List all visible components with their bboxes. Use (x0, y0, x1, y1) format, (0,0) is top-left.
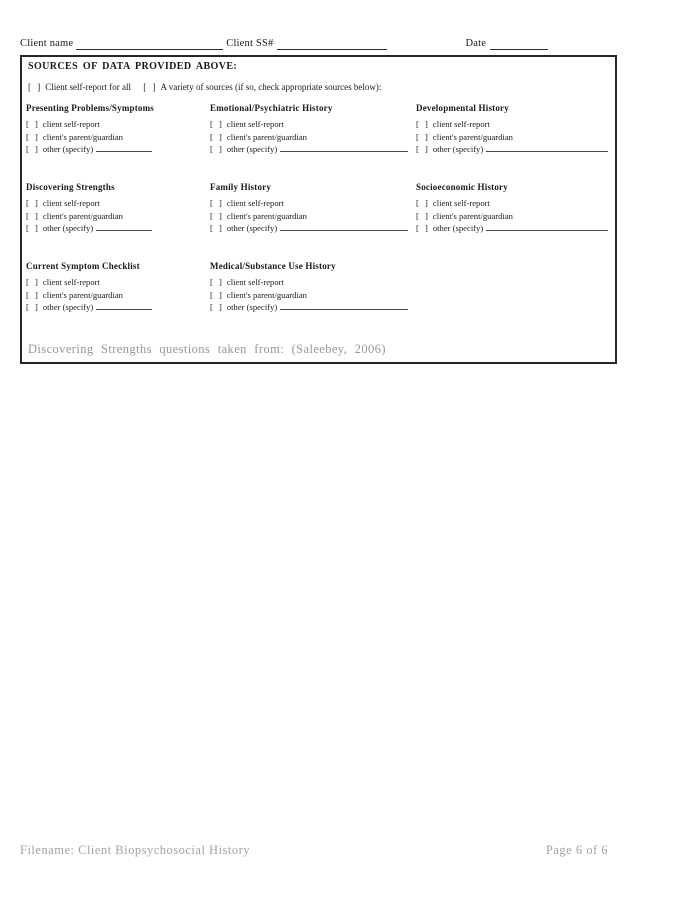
checkbox-label: client's parent/guardian (42, 210, 123, 221)
checkbox-label: client's parent/guardian (432, 210, 513, 221)
option-self-report-for-all (28, 82, 133, 92)
section-row-2 (26, 182, 613, 235)
checkbox-label: client's parent/guardian (432, 131, 513, 142)
section-title: Medical/Substance Use History (210, 261, 336, 271)
checkbox-row (26, 289, 210, 302)
checkbox-row (26, 131, 210, 144)
section-title: Current Symptom Checklist (26, 261, 140, 271)
checkbox-label: client's parent/guardian (42, 289, 123, 300)
checkbox-label: other (specify) (432, 223, 484, 234)
other-specify-blank[interactable] (96, 145, 152, 152)
other-specify-blank[interactable] (96, 303, 152, 310)
checkbox[interactable]: [ ] (26, 302, 40, 313)
checkbox[interactable]: [ ] (143, 82, 158, 92)
checkbox-row (210, 131, 416, 144)
checkbox[interactable]: [ ] (210, 289, 224, 300)
checkbox-label: client self-report (226, 277, 284, 287)
checkbox-row (416, 222, 613, 235)
checkbox[interactable]: [ ] (210, 144, 224, 155)
checkbox[interactable]: [ ] (26, 289, 40, 300)
checkbox[interactable]: [ ] (416, 210, 430, 221)
checkbox-label: client self-report (226, 119, 284, 129)
other-specify-blank[interactable] (280, 145, 408, 152)
other-specify-blank[interactable] (280, 224, 408, 231)
footer-page-number: Page 6 of 6 (545, 843, 608, 857)
section-socioeconomic-history (416, 182, 613, 235)
checkbox-row (210, 289, 416, 302)
checkbox[interactable]: [ ] (210, 119, 224, 129)
section-current-symptom-checklist (26, 261, 210, 314)
checkbox-row (416, 197, 613, 210)
sources-of-data-box (20, 55, 617, 364)
other-specify-blank[interactable] (486, 224, 608, 231)
checkbox-label: other (specify) (432, 144, 484, 155)
checkbox-row (26, 222, 210, 235)
checkbox-row (416, 210, 613, 223)
checkbox[interactable]: [ ] (416, 223, 430, 234)
checkbox-row (416, 118, 613, 131)
checkbox[interactable]: [ ] (210, 210, 224, 221)
checkbox-row (210, 301, 416, 314)
checkbox-label: other (specify) (226, 302, 278, 313)
checkbox[interactable]: [ ] (210, 198, 224, 208)
section-title: Developmental History (416, 103, 509, 113)
checkbox-row (210, 143, 416, 156)
other-specify-blank[interactable] (280, 303, 408, 310)
checkbox-label: client's parent/guardian (226, 210, 307, 221)
other-specify-blank[interactable] (96, 224, 152, 231)
other-specify-blank[interactable] (486, 145, 608, 152)
checkbox-label: client's parent/guardian (226, 131, 307, 142)
checkbox-label: other (specify) (42, 302, 94, 313)
checkbox-row (416, 143, 613, 156)
checkbox-row (210, 210, 416, 223)
section-title: Socioeconomic History (416, 182, 508, 192)
section-medical-substance-use (210, 261, 416, 314)
checkbox-label: client self-report (432, 198, 490, 208)
checkbox-row (210, 276, 416, 289)
checkbox-label: other (specify) (226, 144, 278, 155)
top-source-options (28, 82, 391, 92)
footer-filename: Filename: Client Biopsychosocial History (20, 843, 251, 857)
checkbox-row (26, 301, 210, 314)
date-blank[interactable] (490, 38, 548, 50)
checkbox-label: client self-report (432, 119, 490, 129)
checkbox-label: client's parent/guardian (226, 289, 307, 300)
checkbox-label: other (specify) (226, 223, 278, 234)
checkbox-row (26, 197, 210, 210)
checkbox[interactable]: [ ] (210, 302, 224, 313)
checkbox-label: client's parent/guardian (42, 131, 123, 142)
checkbox-label: client self-report (42, 277, 100, 287)
checkbox-row (26, 210, 210, 223)
section-title: Emotional/Psychiatric History (210, 103, 333, 113)
checkbox-label: other (specify) (42, 144, 94, 155)
section-discovering-strengths (26, 182, 210, 235)
checkbox[interactable]: [ ] (416, 119, 430, 129)
client-ss-blank[interactable] (277, 38, 387, 50)
section-title: Family History (210, 182, 272, 192)
client-ss-label: Client SS# (226, 38, 274, 49)
header-fill-line (20, 37, 617, 50)
checkbox-label: client self-report (42, 119, 100, 129)
checkbox[interactable]: [ ] (26, 198, 40, 208)
checkbox[interactable]: [ ] (416, 131, 430, 142)
checkbox[interactable]: [ ] (26, 277, 40, 287)
checkbox[interactable]: [ ] (26, 210, 40, 221)
checkbox[interactable]: [ ] (26, 223, 40, 234)
checkbox[interactable]: [ ] (210, 223, 224, 234)
checkbox[interactable]: [ ] (210, 131, 224, 142)
client-name-label: Client name (20, 38, 74, 49)
section-title: Discovering Strengths (26, 182, 115, 192)
empty-cell (416, 261, 613, 314)
option-label: A variety of sources (if so, check appropriate sources below): (160, 82, 382, 92)
checkbox[interactable]: [ ] (210, 277, 224, 287)
section-family-history (210, 182, 416, 235)
section-emotional-psychiatric (210, 103, 416, 156)
section-row-1 (26, 103, 613, 156)
checkbox-label: other (specify) (42, 223, 94, 234)
checkbox-row (26, 143, 210, 156)
checkbox[interactable]: [ ] (26, 144, 40, 155)
section-developmental-history (416, 103, 613, 156)
checkbox-row (210, 118, 416, 131)
checkbox[interactable]: [ ] (26, 131, 40, 142)
section-title: Presenting Problems/Symptoms (26, 103, 155, 113)
box-title: SOURCES OF DATA PROVIDED ABOVE: (28, 61, 238, 72)
option-label: Client self-report for all (45, 82, 131, 92)
checkbox[interactable]: [ ] (416, 198, 430, 208)
checkbox[interactable]: [ ] (416, 144, 430, 155)
checkbox-row (416, 131, 613, 144)
checkbox-label: client self-report (226, 198, 284, 208)
attribution-note: Discovering Strengths questions taken from: (Saleebey, 2006) (28, 342, 386, 356)
checkbox[interactable]: [ ] (28, 82, 43, 92)
client-name-blank[interactable] (76, 38, 223, 50)
checkbox-row (210, 222, 416, 235)
checkbox-label: client self-report (42, 198, 100, 208)
option-variety-of-sources (143, 82, 381, 92)
checkbox[interactable]: [ ] (26, 119, 40, 129)
date-label: Date (465, 38, 487, 49)
section-row-3 (26, 261, 613, 314)
page-footer (20, 843, 608, 858)
section-presenting-problems (26, 103, 210, 156)
checkbox-row (210, 197, 416, 210)
checkbox-row (26, 118, 210, 131)
checkbox-row (26, 276, 210, 289)
